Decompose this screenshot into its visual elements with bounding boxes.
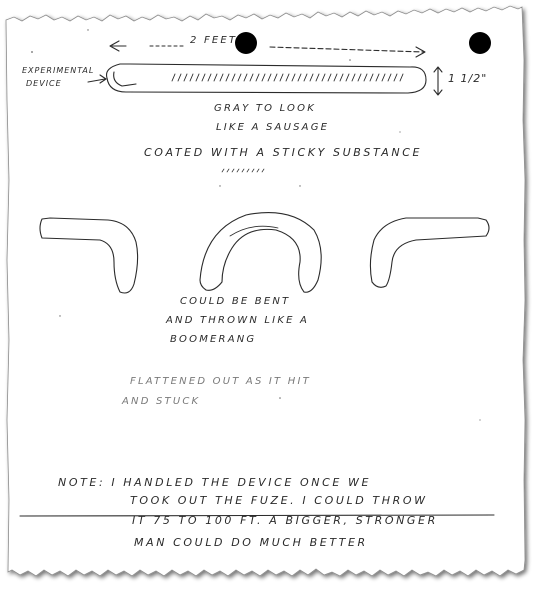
bend-note-line1: COULD BE BENT — [180, 296, 291, 307]
hole-punch — [469, 32, 491, 54]
device-label-line2: DEVICE — [26, 79, 62, 88]
note-line3: IT 75 TO 100 FT. A BIGGER, STRONGER — [132, 514, 438, 527]
note-line1: NOTE: I HANDLED THE DEVICE ONCE WE — [58, 476, 372, 489]
note-line2: TOOK OUT THE FUZE. I COULD THROW — [130, 494, 428, 507]
thickness-label: 1 1/2" — [448, 72, 488, 85]
torn-paper-sheet — [6, 6, 525, 576]
device-label-line1: EXPERIMENTAL — [22, 66, 95, 75]
bend-note-line3: BOOMERANG — [170, 334, 257, 345]
impact-note-line2: AND STUCK — [122, 396, 201, 407]
note-line4: MAN COULD DO MUCH BETTER — [134, 536, 368, 549]
color-note-line2: LIKE A SAUSAGE — [216, 122, 330, 133]
color-note-line1: GRAY TO LOOK — [214, 103, 316, 114]
hole-punch — [235, 32, 257, 54]
bend-note-line2: AND THROWN LIKE A — [166, 315, 310, 326]
impact-note-line1: FLATTENED OUT AS IT HIT — [130, 376, 311, 387]
length-dimension-label: 2 FEET — [190, 35, 238, 46]
coating-note: COATED WITH A STICKY SUBSTANCE — [144, 146, 423, 159]
